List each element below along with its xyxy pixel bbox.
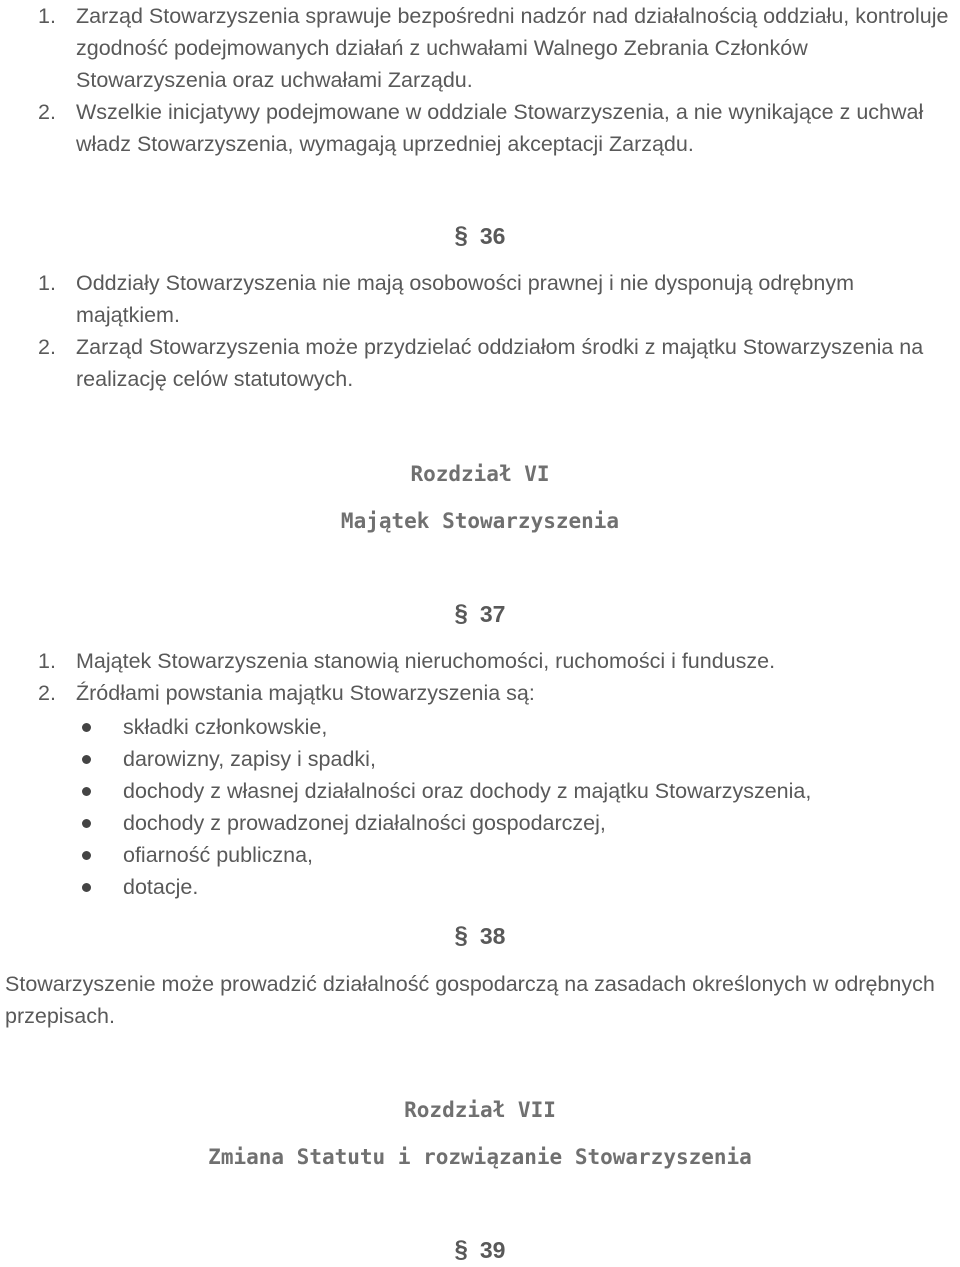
bullet-item (0, 711, 950, 743)
section-symbol: § (454, 1236, 468, 1263)
section-number: 38 (479, 923, 506, 949)
section-symbol: § (454, 922, 468, 949)
bullet-item (0, 839, 950, 871)
bullet-text: dochody z własnej działalności oraz dochody z majątku Stowarzyszenia, (123, 779, 812, 803)
list-number: 1. (38, 649, 56, 673)
list-item (0, 0, 950, 96)
section-39-heading (0, 1234, 960, 1266)
list-text: Oddziały Stowarzyszenia nie mają osobowości prawnej i nie dysponują odrębnym majątkiem. (76, 271, 854, 327)
section-number: 37 (479, 601, 506, 627)
section-37-heading (0, 598, 960, 630)
list-text: Źródłami powstania majątku Stowarzyszenia są: (76, 681, 535, 705)
section-number: 39 (479, 1237, 506, 1263)
bullet-text: składki członkowskie, (123, 715, 328, 739)
list-number: 1. (38, 4, 56, 28)
bullet-dot-icon (82, 787, 91, 796)
bullet-dot-icon (82, 819, 91, 828)
bullet-item (0, 775, 950, 807)
section-38-heading (0, 920, 960, 952)
list-text: Majątek Stowarzyszenia stanowią nieruchomości, ruchomości i fundusze. (76, 649, 776, 673)
list-number: 2. (38, 100, 56, 124)
section-number: 36 (479, 223, 506, 249)
chapter-label: Rozdział VII (404, 1098, 556, 1122)
chapter-title: Majątek Stowarzyszenia (340, 509, 620, 533)
section-36-heading (0, 220, 960, 252)
section-symbol: § (454, 600, 468, 627)
section-symbol: § (454, 222, 468, 249)
list-top (0, 0, 950, 160)
bullet-item (0, 807, 950, 839)
bullet-text: dochody z prowadzonej działalności gospodarczej, (123, 811, 606, 835)
chapter-label: Rozdział VI (410, 462, 550, 486)
bullet-item (0, 871, 950, 903)
bullet-text: ofiarność publiczna, (123, 843, 314, 867)
list-37 (0, 645, 950, 709)
list-number: 2. (38, 335, 56, 359)
bullet-dot-icon (82, 755, 91, 764)
list-number: 1. (38, 271, 56, 295)
list-item (0, 645, 950, 677)
list-item (0, 677, 950, 709)
list-text: Zarząd Stowarzyszenia może przydzielać oddziałom środki z majątku Stowarzyszenia na realizację celów statutowych. (76, 335, 924, 391)
list-text: Zarząd Stowarzyszenia sprawuje bezpośredni nadzór nad działalnością oddziału, kontroluje zgodność podejmowanych działań z uchwałami Walnego Zebrania Członków Stowarzyszenia oraz uchwałami Zarządu. (76, 4, 949, 92)
bullet-dot-icon (82, 883, 91, 892)
list-item (0, 96, 950, 160)
bullet-dot-icon (82, 723, 91, 732)
bullet-item (0, 743, 950, 775)
list-36 (0, 267, 950, 395)
chapter-title: Zmiana Statutu i rozwiązanie Stowarzyszenia (208, 1145, 752, 1169)
bullet-list (0, 711, 950, 903)
list-number: 2. (38, 681, 56, 705)
list-text: Wszelkie inicjatywy podejmowane w oddziale Stowarzyszenia, a nie wynikające z uchwał władz Stowarzyszenia, wymagają uprzedniej akceptacji Zarządu. (76, 100, 924, 156)
section-38-text: Stowarzyszenie może prowadzić działalność gospodarczą na zasadach określonych w odrębnych przepisach. (5, 972, 935, 1028)
list-item (0, 331, 950, 395)
bullet-text: dotacje. (123, 875, 199, 899)
list-item (0, 267, 950, 331)
bullet-text: darowizny, zapisy i spadki, (123, 747, 376, 771)
bullet-dot-icon (82, 851, 91, 860)
